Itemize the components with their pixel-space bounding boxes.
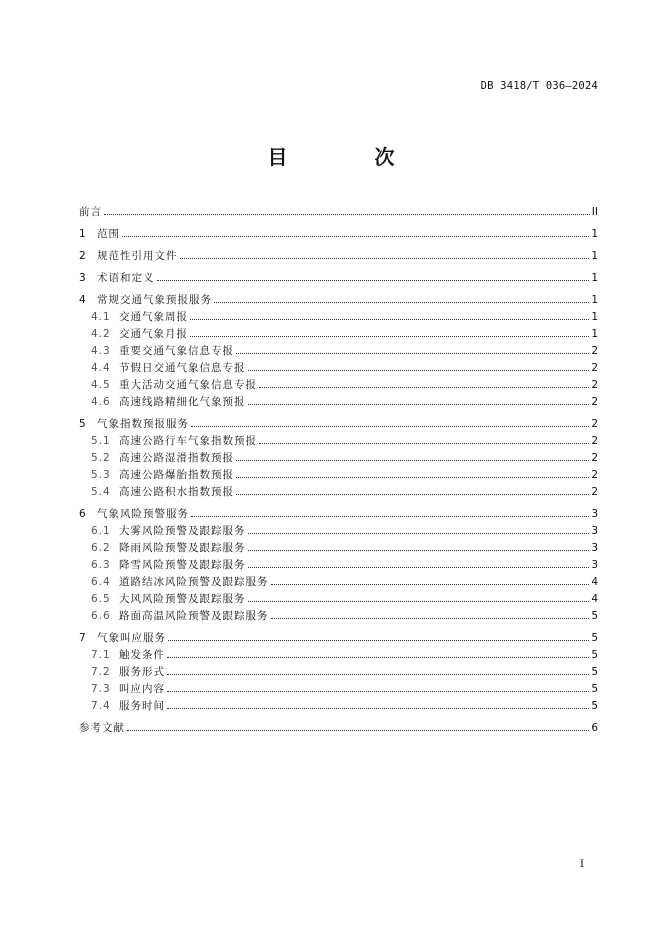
- toc-entry[interactable]: [79, 695, 598, 712]
- toc-entry-title: 重大活动交通气象信息专报: [119, 379, 257, 391]
- toc-entry-title: 规范性引用文件: [97, 250, 178, 262]
- toc-entry-title: 气象指数预报服务: [97, 418, 189, 430]
- toc-leader-dots: [167, 656, 589, 658]
- toc-leader-dots: [168, 639, 589, 641]
- toc-entry[interactable]: [79, 712, 598, 734]
- toc-entry[interactable]: [79, 464, 598, 481]
- toc-entry-title: 大雾风险预警及跟踪服务: [119, 525, 246, 537]
- toc-entry[interactable]: [79, 323, 598, 340]
- toc-entry[interactable]: [79, 391, 598, 408]
- toc-leader-dots: [167, 673, 589, 675]
- toc-entry-title: 高速公路行车气象指数预报: [119, 435, 257, 447]
- toc-entry-title: 降雪风险预警及跟踪服务: [119, 559, 246, 571]
- toc-entry-title: 交通气象周报: [119, 311, 188, 323]
- toc-entry[interactable]: [79, 218, 598, 240]
- toc-entry-page: 2: [591, 486, 598, 498]
- toc-entry[interactable]: [79, 430, 598, 447]
- toc-entry-number: 4.3: [91, 345, 111, 357]
- toc-leader-dots: [127, 729, 589, 731]
- toc-entry-number: 5.2: [91, 452, 111, 464]
- toc-entry-number: 3: [79, 272, 86, 284]
- toc-leader-dots: [236, 352, 589, 354]
- toc-entry-title: 高速公路爆胎指数预报: [119, 469, 234, 481]
- document-code: DB 3418/T 036—2024: [480, 80, 598, 92]
- toc-leader-dots: [248, 566, 590, 568]
- toc-entry-page: 1: [591, 272, 598, 284]
- toc-leader-dots: [248, 532, 590, 534]
- toc-entry-page: 4: [591, 593, 598, 605]
- toc-leader-dots: [214, 301, 589, 303]
- toc-leader-dots: [259, 386, 589, 388]
- toc-entry-number: 5.4: [91, 486, 111, 498]
- toc-entry-number: 2: [79, 250, 86, 262]
- toc-entry-title: 参考文献: [79, 722, 125, 734]
- toc-entry-number: 4.2: [91, 328, 111, 340]
- toc-entry-number: 5: [79, 418, 86, 430]
- toc-leader-dots: [190, 335, 589, 337]
- toc-entry-number: 7.1: [91, 649, 111, 661]
- toc-entry-page: 2: [591, 469, 598, 481]
- toc-entry-number: 4.6: [91, 396, 111, 408]
- toc-entry-title: 气象风险预警服务: [97, 508, 189, 520]
- toc-leader-dots: [248, 369, 590, 371]
- toc-entry-number: 6.1: [91, 525, 111, 537]
- toc-leader-dots: [122, 235, 589, 237]
- toc-entry-title: 服务形式: [119, 666, 165, 678]
- toc-entry-number: 7.2: [91, 666, 111, 678]
- toc-entry[interactable]: [79, 284, 598, 306]
- toc-leader-dots: [180, 257, 590, 259]
- toc-entry-number: 7: [79, 632, 86, 644]
- toc-entry[interactable]: [79, 661, 598, 678]
- toc-leader-dots: [236, 459, 589, 461]
- toc-entry[interactable]: [79, 605, 598, 622]
- toc-leader-dots: [259, 442, 589, 444]
- toc-entry[interactable]: [79, 340, 598, 357]
- toc-entry-page: 5: [591, 610, 598, 622]
- toc-entry-page: 1: [591, 311, 598, 323]
- toc-entry-number: 4.4: [91, 362, 111, 374]
- toc-entry-page: 1: [591, 328, 598, 340]
- toc-entry-page: 5: [591, 632, 598, 644]
- toc-entry-page: 4: [591, 576, 598, 588]
- toc-leader-dots: [248, 600, 590, 602]
- toc-entry-title: 高速公路积水指数预报: [119, 486, 234, 498]
- toc-leader-dots: [167, 707, 589, 709]
- toc-leader-dots: [271, 583, 590, 585]
- toc-entry-title: 范围: [97, 228, 120, 240]
- toc-entry-number: 5.1: [91, 435, 111, 447]
- toc-entry-title: 节假日交通气象信息专报: [119, 362, 246, 374]
- toc-entry-number: 6.2: [91, 542, 111, 554]
- toc-leader-dots: [167, 690, 589, 692]
- toc-entry-number: 7.4: [91, 700, 111, 712]
- page-number: I: [579, 858, 584, 870]
- table-of-contents: [79, 201, 598, 734]
- toc-entry-page: 5: [591, 683, 598, 695]
- toc-entry-page: 3: [591, 525, 598, 537]
- toc-entry[interactable]: [79, 622, 598, 644]
- toc-entry-title: 术语和定义: [97, 272, 155, 284]
- toc-entry[interactable]: [79, 262, 598, 284]
- toc-entry-number: 6.4: [91, 576, 111, 588]
- toc-entry-page: 3: [591, 508, 598, 520]
- toc-leader-dots: [236, 493, 589, 495]
- toc-entry-number: 6.6: [91, 610, 111, 622]
- toc-entry[interactable]: [79, 554, 598, 571]
- toc-entry-title: 道路结冰风险预警及跟踪服务: [119, 576, 269, 588]
- toc-entry-page: 3: [591, 542, 598, 554]
- toc-entry-page: II: [591, 206, 598, 218]
- toc-entry[interactable]: [79, 408, 598, 430]
- toc-entry-number: 5.3: [91, 469, 111, 481]
- toc-entry[interactable]: [79, 678, 598, 695]
- toc-entry-number: 4.1: [91, 311, 111, 323]
- toc-entry[interactable]: [79, 644, 598, 661]
- toc-entry-page: 2: [591, 396, 598, 408]
- toc-leader-dots: [271, 617, 590, 619]
- toc-entry[interactable]: [79, 520, 598, 537]
- toc-entry-page: 5: [591, 649, 598, 661]
- toc-entry[interactable]: [79, 240, 598, 262]
- toc-entry-number: 1: [79, 228, 86, 240]
- toc-entry-title: 气象叫应服务: [97, 632, 166, 644]
- toc-entry[interactable]: [79, 447, 598, 464]
- toc-entry-page: 2: [591, 435, 598, 447]
- toc-entry-title: 交通气象月报: [119, 328, 188, 340]
- toc-leader-dots: [248, 403, 590, 405]
- toc-entry-number: 6: [79, 508, 86, 520]
- toc-entry-number: 6.5: [91, 593, 111, 605]
- toc-leader-dots: [190, 318, 589, 320]
- toc-leader-dots: [236, 476, 589, 478]
- toc-entry-page: 2: [591, 418, 598, 430]
- toc-entry-title: 高速线路精细化气象预报: [119, 396, 246, 408]
- toc-entry-title: 前言: [79, 206, 102, 218]
- toc-entry-number: 4.5: [91, 379, 111, 391]
- toc-entry[interactable]: [79, 306, 598, 323]
- toc-entry-title: 降雨风险预警及跟踪服务: [119, 542, 246, 554]
- toc-entry[interactable]: [79, 571, 598, 588]
- toc-entry-title: 高速公路湿滑指数预报: [119, 452, 234, 464]
- toc-entry-page: 6: [591, 722, 598, 734]
- toc-entry[interactable]: [79, 498, 598, 520]
- toc-entry-number: 4: [79, 294, 86, 306]
- toc-entry-page: 1: [591, 294, 598, 306]
- toc-entry-page: 5: [591, 700, 598, 712]
- toc-entry-page: 2: [591, 362, 598, 374]
- toc-entry[interactable]: [79, 201, 598, 218]
- toc-leader-dots: [248, 549, 590, 551]
- toc-entry-page: 2: [591, 345, 598, 357]
- toc-leader-dots: [157, 279, 590, 281]
- toc-entry-title: 大风风险预警及跟踪服务: [119, 593, 246, 605]
- toc-entry-page: 1: [591, 250, 598, 262]
- toc-entry-title: 路面高温风险预警及跟踪服务: [119, 610, 269, 622]
- toc-entry-title: 常规交通气象预报服务: [97, 294, 212, 306]
- toc-entry-page: 5: [591, 666, 598, 678]
- toc-leader-dots: [191, 425, 589, 427]
- toc-entry-title: 服务时间: [119, 700, 165, 712]
- toc-entry-page: 2: [591, 379, 598, 391]
- toc-entry[interactable]: [79, 374, 598, 391]
- toc-leader-dots: [104, 213, 590, 215]
- toc-entry-page: 2: [591, 452, 598, 464]
- toc-entry-number: 7.3: [91, 683, 111, 695]
- toc-entry-title: 重要交通气象信息专报: [119, 345, 234, 357]
- toc-entry-title: 叫应内容: [119, 683, 165, 695]
- toc-entry[interactable]: [79, 537, 598, 554]
- toc-entry-number: 6.3: [91, 559, 111, 571]
- toc-entry-page: 3: [591, 559, 598, 571]
- toc-entry-title: 触发条件: [119, 649, 165, 661]
- toc-entry-page: 1: [591, 228, 598, 240]
- toc-leader-dots: [191, 515, 589, 517]
- page-title: 目 次: [267, 145, 435, 169]
- toc-entry[interactable]: [79, 481, 598, 498]
- toc-entry[interactable]: [79, 588, 598, 605]
- toc-entry[interactable]: [79, 357, 598, 374]
